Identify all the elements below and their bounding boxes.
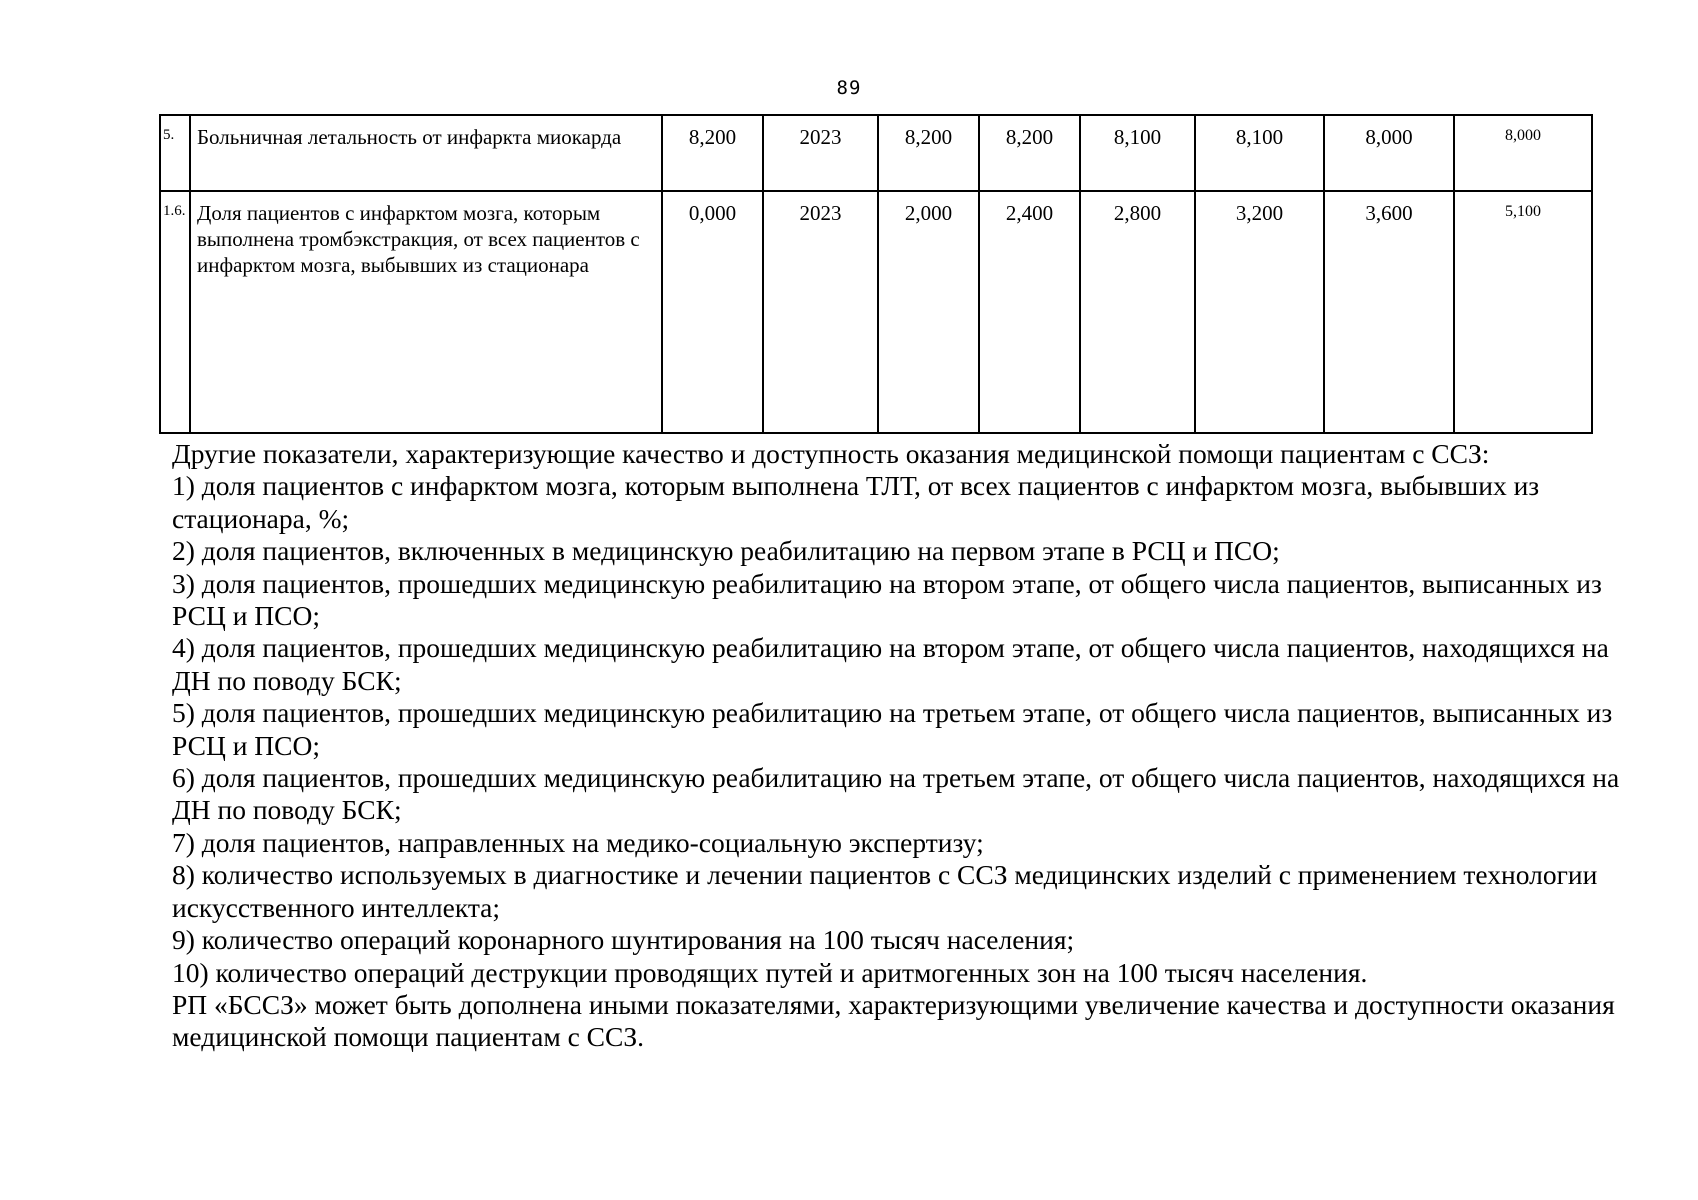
base-value-cell: 8,200 bbox=[662, 115, 763, 191]
indicators-text-block bbox=[172, 438, 1632, 1054]
row-index: 1.6. bbox=[160, 191, 190, 433]
value-cell: 3,200 bbox=[1195, 191, 1324, 433]
page-number: 89 bbox=[836, 77, 862, 99]
list-item: 6) доля пациентов, прошедших медицинскую реабилитацию на третьем этапе, от общего числа пациентов, находящихся на ДН по поводу БСК; bbox=[172, 762, 1620, 826]
value-cell: 3,600 bbox=[1324, 191, 1454, 433]
list-item: 2) доля пациентов, включенных в медицинскую реабилитацию на первом этапе в РСЦ и ПСО; bbox=[172, 535, 1280, 567]
base-year-cell: 2023 bbox=[763, 115, 878, 191]
list-item: 4) доля пациентов, прошедших медицинскую реабилитацию на втором этапе, от общего числа пациентов, находящихся на ДН по поводу БСК; bbox=[172, 632, 1609, 696]
value-cell: 8,000 bbox=[1454, 115, 1592, 191]
indicators-table bbox=[159, 114, 1593, 434]
list-item: 9) количество операций коронарного шунтирования на 100 тысяч населения; bbox=[172, 924, 1075, 956]
row-index: 5. bbox=[160, 115, 190, 191]
list-item: 7) доля пациентов, направленных на медико-социальную экспертизу; bbox=[172, 826, 984, 858]
intro-paragraph: Другие показатели, характеризующие качество и доступность оказания медицинской помощи пациентам с ССЗ: bbox=[172, 438, 1490, 469]
value-cell: 8,100 bbox=[1195, 115, 1324, 191]
closing-paragraph: РП «БССЗ» может быть дополнена иными показателями, характеризующими увеличение качества и доступности оказания медицинской помощи пациентам с ССЗ. bbox=[172, 988, 1615, 1053]
value-cell: 8,000 bbox=[1324, 115, 1454, 191]
base-value-cell: 0,000 bbox=[662, 191, 763, 433]
list-item: 1) доля пациентов с инфарктом мозга, которым выполнена ТЛТ, от всех пациентов с инфарктом мозга, выбывших из стационара, %; bbox=[172, 470, 1540, 534]
value-cell: 2,800 bbox=[1080, 191, 1195, 433]
list-item: 8) количество используемых в диагностике и лечении пациентов с ССЗ медицинских изделий с применением технологии искусственного интеллекта; bbox=[172, 859, 1598, 923]
table-row bbox=[160, 191, 1592, 433]
value-cell: 5,100 bbox=[1454, 191, 1592, 433]
indicator-name: Доля пациентов с инфарктом мозга, которым выполнена тромбэкстракция, от всех пациентов с инфарктом мозга, выбывших из стационара bbox=[190, 191, 662, 433]
value-cell: 2,400 bbox=[979, 191, 1080, 433]
list-item: 3) доля пациентов, прошедших медицинскую реабилитацию на втором этапе, от общего числа пациентов, выписанных из РСЦ и ПСО; bbox=[172, 567, 1602, 632]
value-cell: 8,200 bbox=[979, 115, 1080, 191]
list-item: 5) доля пациентов, прошедших медицинскую реабилитацию на третьем этапе, от общего числа пациентов, выписанных из РСЦ и ПСО; bbox=[172, 697, 1613, 761]
table-row bbox=[160, 115, 1592, 191]
value-cell: 8,100 bbox=[1080, 115, 1195, 191]
value-cell: 8,200 bbox=[878, 115, 979, 191]
indicator-name: Больничная летальность от инфаркта миокарда bbox=[190, 115, 662, 191]
base-year-cell: 2023 bbox=[763, 191, 878, 433]
list-item: 10) количество операций деструкции проводящих путей и аритмогенных зон на 100 тысяч населения. bbox=[172, 956, 1368, 988]
value-cell: 2,000 bbox=[878, 191, 979, 433]
